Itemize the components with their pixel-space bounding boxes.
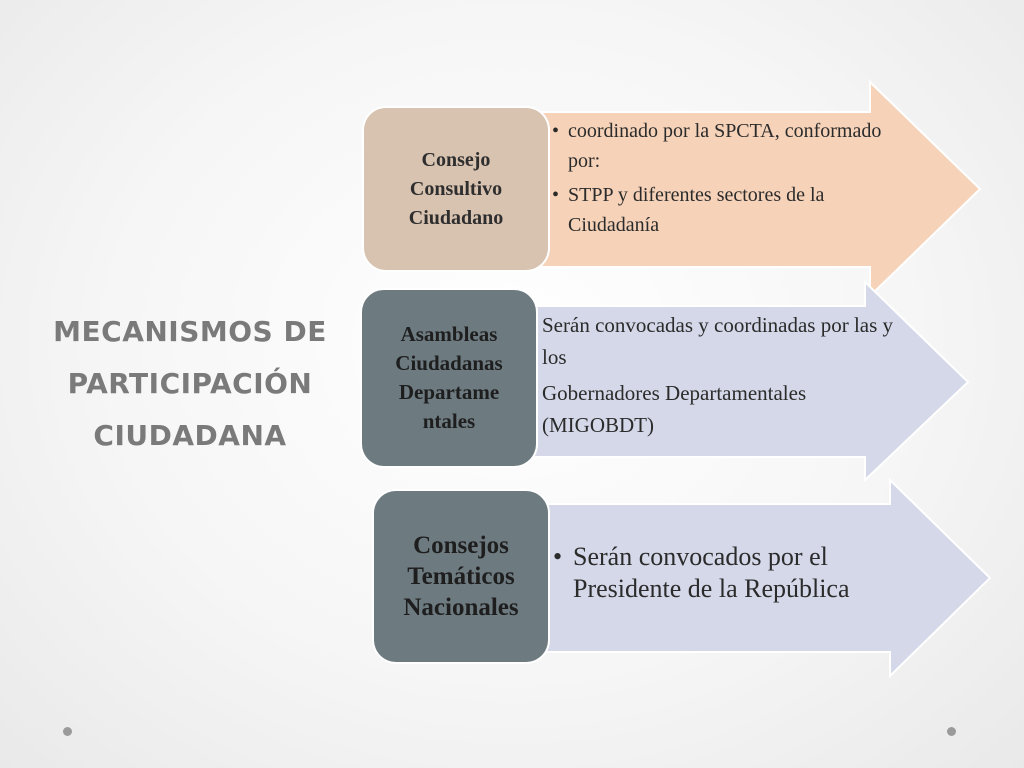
slide-title: [40, 306, 340, 462]
box-2-line-2: Ciudadanas: [395, 351, 503, 375]
box-consejos-tematicos: [374, 491, 548, 662]
title-line-2: PARTICIPACIÓN: [67, 367, 313, 400]
box-3-line-3: Nacionales: [403, 594, 519, 621]
decorative-dot-left: [63, 727, 72, 736]
box-3-line-2: Temáticos: [407, 563, 515, 590]
box-1-line-2: Consultivo: [409, 177, 503, 200]
bullet-1-2: • STPP y diferentes sectores de la Ciudadanía: [552, 180, 912, 240]
title-line-3: CIUDADANA: [93, 419, 287, 452]
paragraph-2-2: Gobernadores Departamentales (MIGOBDT): [542, 381, 807, 437]
box-2-line-1: Asambleas: [400, 322, 498, 346]
bullet-3-1: • Serán convocados por el Presidente de la República: [553, 541, 923, 605]
text-consejo-consultivo: [552, 116, 912, 240]
bullet-list-1: [552, 116, 912, 240]
title-line-1: MECANISMOS DE: [53, 315, 327, 348]
box-3-line-1: Consejos: [413, 532, 509, 559]
box-1-line-1: Consejo: [421, 148, 491, 171]
bullet-list-3: [553, 541, 923, 605]
box-asambleas-ciudadanas: [362, 290, 536, 466]
text-asambleas: [542, 309, 917, 441]
paragraph-2-1: Serán convocadas y coordinadas por las y los: [542, 313, 894, 369]
box-2-line-4: ntales: [422, 409, 476, 433]
box-1-line-3: Ciudadano: [408, 206, 504, 229]
text-consejos-tematicos: [553, 541, 923, 605]
decorative-dot-right: [947, 727, 956, 736]
box-2-line-3: Departame: [398, 380, 500, 404]
box-consejo-consultivo: [364, 108, 548, 270]
bullet-1-1: • coordinado por la SPCTA, conformado por:: [552, 116, 912, 176]
